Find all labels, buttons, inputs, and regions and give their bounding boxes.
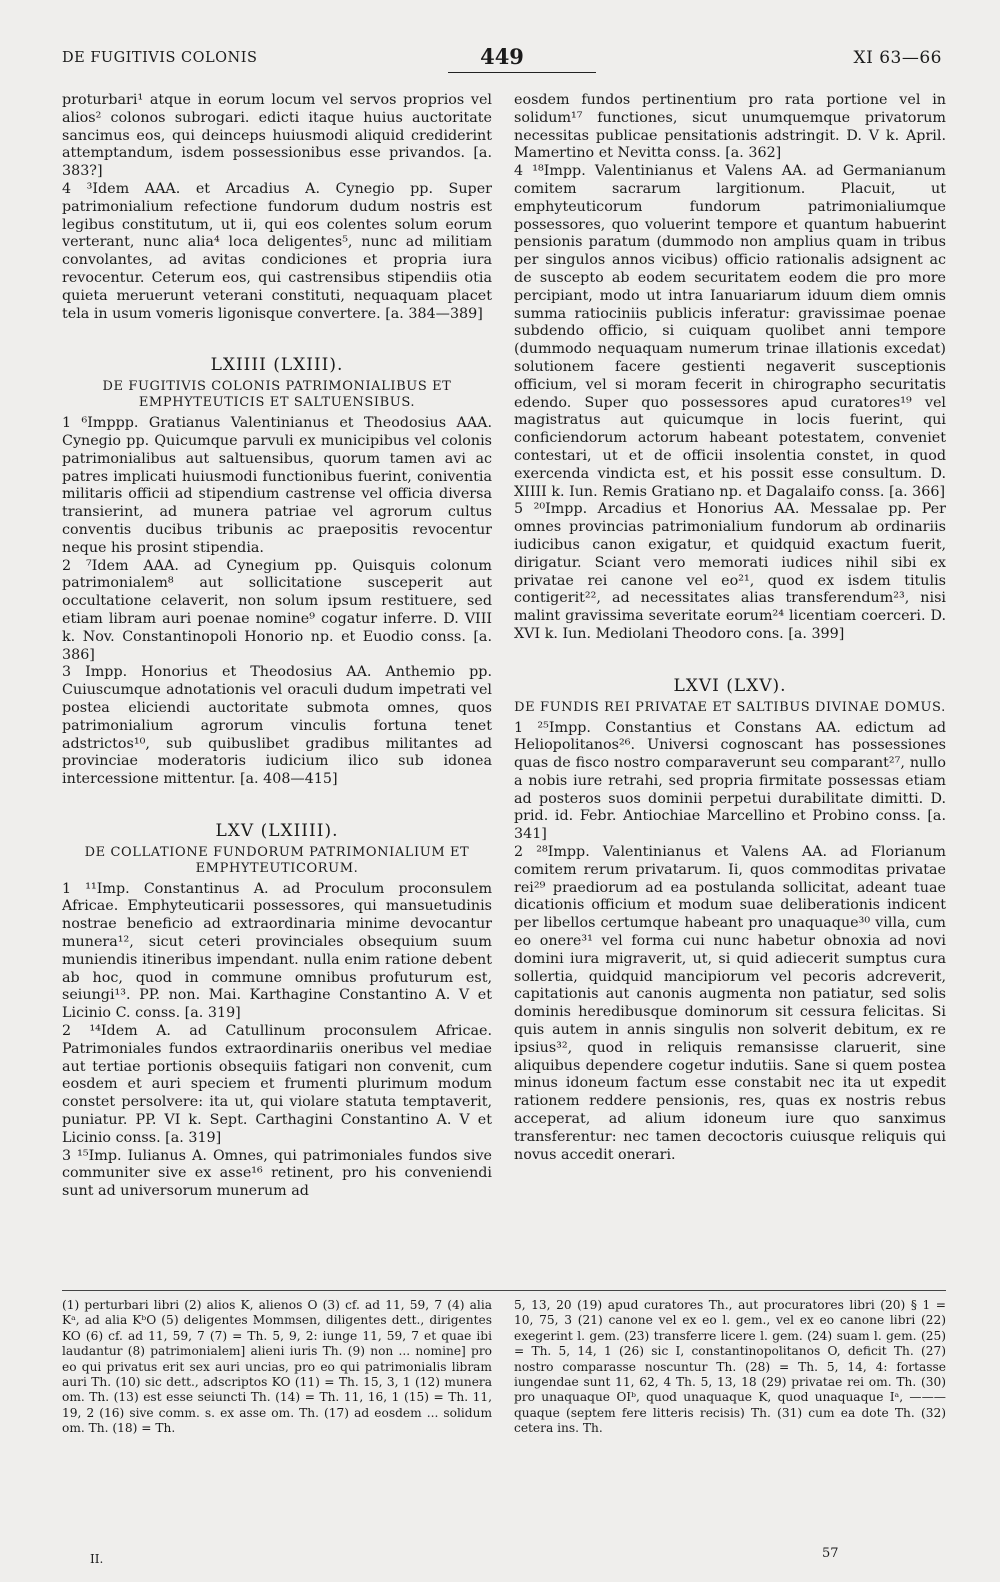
section-title: DE FUGITIVIS COLONIS PATRIMONIALIBUS ET EMPHYTEUTICIS ET SALTUENSIBUS. bbox=[102, 379, 452, 411]
paragraph: 2 ¹⁴Idem A. ad Catullinum proconsulem Africae. Patrimoniales fundos extraordinariis oneribus vel mediae aut tertiae portionis obsequiis fatigari non convenit, cum eosdem et auri speciem et frumenti plurimum modum constet persolvere: ita ut, qui violare statuta temptaverit, puniatur. PP. VI k. Sept. Carthagini Constantino A. V et Licinio conss. [a. 319] bbox=[62, 1023, 492, 1146]
section-gap bbox=[514, 644, 946, 670]
paragraph: 2 ²⁸Impp. Valentinianus et Valens AA. ad Florianum comitem rerum privatarum. Ii, quos commoditas privatae rei²⁹ praediorum ad ea postulanda sollicitat, adeant tuae dicationis officium et modum suae deliberationis indicent per libellos certumque habeant pro unaquaque³⁰ villa, cum eo onere³¹ vel forma cui nunc habetur obnoxia ad novi domini iura migraverit, ut, si quid adiecerit sumptus cura sollertia, quidquid mancipiorum vel pecoris adcreverit, capitationis aut canonis augmenta non patiatur, sed solis dominis heredibusque dominorum sit cessura felicitas. Si quis autem in annis singulis non solverit debitum, ex re ipsius³², quod in reliquis remansisse claruerit, sine aliquibus dependere cogetur indutiis. Sane si quem postea minus idoneum factum esse constabit nec ita ut expedit rationem reddere pensionis, res, quas ex nostris rebus acceperat, ad alium idoneum iure quo sanximus transferentur: nec tamen decoctoris cuiusque reliquis qui novus accedit onerari. bbox=[514, 844, 946, 1163]
right-column bbox=[514, 92, 946, 1164]
section-title: DE FUNDIS REI PRIVATAE ET SALTIBUS DIVINAE DOMUS. bbox=[514, 699, 946, 715]
paragraph: 1 ⁶Imppp. Gratianus Valentinianus et Theodosius AAA. Cynegio pp. Quicumque parvuli ex municipibus vel colonis patrimonialibus aut saltuensibus, quorum tamen avi ac patres implicati huiusmodi functionibus fuerint, coniventia militaris officii ad stipendium castrense vel officia diversa transierint, ad munera patriae vel agrorum cultus conventis ducibus tribunis ac praepositis revocentur neque his prosint stipendia. bbox=[62, 415, 492, 556]
section-number: LXIIII (LXIII). bbox=[210, 355, 344, 376]
section-number: LXV (LXIIII). bbox=[215, 820, 339, 841]
paragraph: 1 ¹¹Imp. Constantinus A. ad Proculum proconsulem Africae. Emphyteuticarii possessores, qui mansuetudinis nostrae beneficio ad extraordinaria minime devocantur munera¹², sicut ceteri provinciales obsequium suum muniendis itineribus impendant. nulla enim ratione debent ab hoc, quod in commune omnibus profuturum est, seiungi¹³. PP. non. Mai. Karthagine Constantino A. V et Licinio C. conss. [a. 319] bbox=[62, 880, 492, 1022]
paragraph: 5 ²⁰Impp. Arcadius et Honorius AA. Messalae pp. Per omnes provincias patrimonialium fundorum ab ordinariis iudicibus canon exigatur, et quidquid exactum fuerit, dirigatur. Sciant vero memorati iudices nihil sibi ex privatae rei canone vel eo²¹, quod ex isdem titulis contigerit²², ad necessitates alias transferendum²³, nisi malint gravissima severitate eorum²⁴ licentiam coerceri. D. XVI k. Iun. Mediolani Theodoro cons. [a. 399] bbox=[514, 501, 946, 642]
left-column bbox=[62, 92, 492, 1201]
running-head bbox=[62, 44, 942, 78]
sheet-number: 57 bbox=[822, 1546, 839, 1561]
footnotes-right bbox=[514, 1298, 946, 1437]
paragraph: 3 Impp. Honorius et Theodosius AA. Anthemio pp. Cuiuscumque adnotationis vel oraculi dudum impetrati vel postea eliciendi auctoritate submota omnes, quos patrimonialium agrorum vinculis fortuna tenet adstrictos¹⁰, sub quibuslibet gradibus militantes ad provinciae moderatoris iudicium ilico sub idonea intercessione mittentur. [a. 408—415] bbox=[62, 664, 492, 788]
footnote-divider bbox=[62, 1290, 946, 1291]
signature-mark: II. bbox=[90, 1552, 104, 1566]
paragraph: 2 ⁷Idem AAA. ad Cynegium pp. Quisquis colonum patrimonialem⁸ aut sollicitatione susceperit aut occultatione celaverit, non solum ipsum restituere, sed etiam libram auri poenae nomine⁹ cogatur inferre. D. VIII k. Nov. Constantinopoli Honorio np. et Euodio conss. [a. 386] bbox=[62, 557, 492, 663]
page-number: 449 bbox=[480, 44, 524, 69]
running-head-title: DE FUGITIVIS COLONIS bbox=[62, 50, 258, 66]
header-rule bbox=[448, 72, 596, 73]
footnote-text: (1) perturbari libri (2) alios K, alienos O (3) cf. ad 11, 59, 7 (4) alia Kᵃ, ad alia KᵇO (5) deligentes Mommsen, diligentes dett., dirigentes KO (6) cf. ad 11, 59, 7 (7) = Th. 5, 9, 2: iunge 11, 59, 7 et quae ibi laudantur (8) patrimonialem] alieni iuris Th. (9) non ... nomine] pro eo qui privatus erit sex auri uncias, pro eo qui patrimonialis libram auri Th. (10) sic dett., adscriptos KO (11) = Th. 15, 3, 1 (12) munera om. Th. (13) est esse seiuncti Th. (14) = Th. 11, 16, 1 (15) = Th. 11, 19, 2 (16) sive comm. s. ex asse om. Th. (17) ad eosdem ... solidum om. Th. (18) = Th. bbox=[62, 1298, 492, 1436]
paragraph: eosdem fundos pertinentium pro rata portione vel in solidum¹⁷ functiones, sicut unumquemque privatorum necessitas publicae pensitationis adstringit. D. V k. April. Mamertino et Nevitta conss. [a. 362] bbox=[514, 92, 946, 162]
footnote-text: 5, 13, 20 (19) apud curatores Th., aut procuratores libri (20) § 1 = 10, 75, 3 (21) canone vel ex eo l. gem., vel ex eo canone libri (22) exegerint l. gem. (23) transferre licere l. gem. (24) suam l. gem. (25) = Th. 5, 14, 1 (26) sic I, constantinopolitanos O, deficit Th. (27) nostro comparasse noscuntur Th. (28) = Th. 5, 14, 4: fortasse iungendae sunt 11, 62, 4 Th. 5, 13, 18 (29) privatae rei om. Th. (30) pro unaquaque OIᵇ, quod unaquaque K, quod unaquaque Iᵃ, ——— quaque (septem fere litteris recisis) Th. (31) cum ea dote Th. (32) cetera ins. Th. bbox=[514, 1298, 946, 1436]
section-title: DE COLLATIONE FUNDORUM PATRIMONIALIUM ET EMPHYTEUTICORUM. bbox=[84, 844, 470, 876]
paragraph: 4 ³Idem AAA. et Arcadius A. Cynegio pp. Super patrimonialium refectione fundorum dudum nostris est legibus constitutum, ut ii, qui eos colentes solum eorum verterant, nunc alia⁴ loca deligentes⁵, nunc ad militiam convolantes, ad avitas condiciones et propria iura revocentur. Ceterum eos, qui castrensibus stipendiis otia quieta meruerunt veterani constituti, nequaquam placet tela in usum vomeris ligonisque convertere. [a. 384—389] bbox=[62, 180, 492, 322]
paragraph: 4 ¹⁸Impp. Valentinianus et Valens AA. ad Germanianum comitem sacrarum largitionum. Placuit, ut emphyteuticorum fundorum patrimonialiumque possessores, quo voluerint tempore et quantum habuerint pensionis paratum (dummodo non amplius quam in tribus per singulos annos vicibus) officio rationalis adsignent ac de suscepto ab eodem securitatem eodem die pro more percipiant, modo ut intra Ianuariarum iduum diem omnis summa ratiociniis publicis inferatur: gravissimae poenae subdendo officio, si cuiquam quolibet anni tempore (dummodo nequaquam numerum trinae illationis excedat) solutionem facere gestienti negaverit susceptionis officium, vel si moram fecerit in chirographo securitatis edendo. Super quo possessores apud curatores¹⁹ vel magistratus aut quicumque in locis fuerint, qui conficiendorum actorum habeant potestatem, conveniet contestari, ut et de officii insolentia constet, in quod exercenda vindicta est, et his possit esse consultum. D. XIIII k. Iun. Remis Gratiano np. et Dagalaifo conss. [a. 366] bbox=[514, 163, 946, 500]
paragraph: proturbari¹ atque in eorum locum vel servos proprios vel alios² colonos subrogari. edicti itaque huius auctoritate sancimus eos, qui deinceps huiusmodi aliquid crediderint attemptandum, isdem possessionibus esse privandos. [a. 383?] bbox=[62, 92, 492, 180]
section-gap bbox=[62, 323, 492, 349]
paragraph: 3 ¹⁵Imp. Iulianus A. Omnes, qui patrimoniales fundos sive communiter sive ex asse¹⁶ retinent, pro his conveniendi sunt ad universorum munerum ad bbox=[62, 1147, 492, 1200]
footnotes-left bbox=[62, 1298, 492, 1437]
section-gap bbox=[62, 789, 492, 815]
section-number: LXVI (LXV). bbox=[673, 675, 787, 696]
paragraph: 1 ²⁵Impp. Constantius et Constans AA. edictum ad Heliopolitanos²⁶. Universi cognoscant has possessiones quas de fisco nostro comparaverunt seu comparant²⁷, nullo a nobis iure retrahi, sed propria firmitate possessas etiam ad posteros suos dominii perpetui durabilitate dimitti. D. prid. id. Febr. Antiochiae Marcellino et Probino conss. [a. 341] bbox=[514, 719, 946, 843]
running-head-reference: XI 63—66 bbox=[853, 48, 942, 68]
